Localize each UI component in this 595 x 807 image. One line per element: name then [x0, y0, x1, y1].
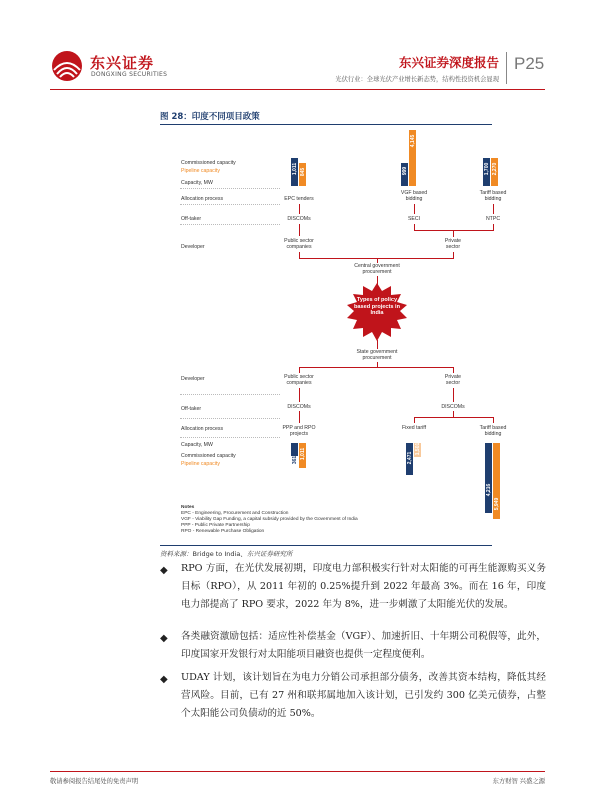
- label-ppp-rpo: PPP and RPO projects: [282, 425, 316, 438]
- bullet-icon: ◆: [160, 633, 168, 644]
- bar-fixed-pipeline: [414, 443, 421, 457]
- brand-name-cn: 东兴证券: [90, 54, 155, 72]
- label-public-bottom: Public sector companies: [284, 374, 314, 387]
- connector: [453, 388, 454, 402]
- label-private-top: Private sector: [444, 238, 462, 251]
- page-number: P25: [514, 54, 545, 73]
- connector: [377, 340, 378, 349]
- connector: [453, 230, 454, 237]
- connector: [414, 204, 415, 214]
- label-discoms-top: DISCOMs: [287, 216, 311, 222]
- label-discoms-b2: DISCOMs: [441, 404, 465, 410]
- report-subtitle: 光伏行业：全球光伏产业增长新态势，结构性投资机会显现: [335, 76, 499, 83]
- bar-value: 1,700: [483, 162, 490, 176]
- label-discoms-b1: DISCOMs: [287, 404, 311, 410]
- source-main: Bridge to India、: [192, 550, 247, 558]
- bar-value: 1,501: [414, 442, 421, 456]
- figure-bottom-rule: [160, 545, 492, 546]
- label-tariff-bidding: Tariff based bidding: [479, 190, 507, 203]
- brand-name-en: DONGXING SECURITIES: [91, 71, 168, 78]
- figure-source: [160, 549, 292, 558]
- source-prefix: 资料来源：: [160, 550, 193, 558]
- label-ntpc: NTPC: [485, 216, 501, 222]
- row-label-capacity-bottom: Capacity, MW: [181, 442, 213, 448]
- connector: [493, 204, 494, 214]
- connector: [299, 367, 454, 368]
- label-public-top: Public sector companies: [284, 238, 314, 251]
- bar-value: 1,011: [291, 162, 298, 176]
- bar-vgf-commissioned: [401, 163, 408, 186]
- bar-value: 999: [401, 166, 408, 176]
- bullet-icon: ◆: [160, 674, 168, 685]
- bar-tariff-b-pipeline: [493, 443, 500, 519]
- company-logo-icon: [50, 50, 84, 82]
- row-divider: [180, 188, 280, 189]
- row-divider: [180, 418, 280, 419]
- bullet-icon: ◆: [160, 565, 168, 576]
- row-divider: [180, 224, 280, 225]
- footer-rule: [50, 771, 545, 772]
- connector: [299, 367, 300, 373]
- bar-ppp-pipeline: [299, 443, 306, 468]
- label-vgf-bidding: VGF based bidding: [400, 190, 428, 203]
- connector: [299, 204, 300, 214]
- row-divider: [180, 204, 280, 205]
- label-fixed-tariff: Fixed tariff: [401, 425, 427, 431]
- bar-ppp-commissioned: [291, 443, 298, 465]
- row-label-offtaker-bottom: Off-taker: [181, 406, 202, 412]
- connector: [453, 367, 454, 373]
- bar-value: 4,145: [409, 134, 416, 148]
- label-state-gov: State government procurement: [356, 349, 398, 362]
- row-label-offtaker: Off-taker: [181, 216, 202, 222]
- paragraph-rpo: RPO 方面，在光伏发展初期，印度电力部积极实行针对太阳能的可再生能源购买义务目标（RPO），从 2011 年初的 0.25%提升到 2022 年最高 3%。而在 16 年，印度电力部提高了 RPO 要求，2022 年为 8%，进一步刺激了太阳能光伏的发展。: [181, 563, 546, 610]
- row-divider: [180, 394, 280, 395]
- bar-value: 2,471: [406, 451, 413, 465]
- connector: [493, 417, 494, 423]
- label-seci: SECI: [407, 216, 421, 222]
- row-divider: [180, 437, 280, 438]
- note-item: RPO - Renewable Purchase Obligation: [181, 529, 265, 534]
- bar-value: 2,270: [491, 162, 498, 176]
- legend-commissioned-bottom: Commissioned capacity: [181, 453, 236, 459]
- bar-fixed-commissioned: [406, 443, 413, 475]
- label-central-gov: Central government procurement: [354, 263, 400, 276]
- connector: [299, 411, 300, 423]
- note-item: VGF - Viability Gap Funding, a capital subsidy provided by the Government of India: [181, 517, 358, 522]
- bar-value: 5,949: [493, 497, 500, 511]
- connector: [414, 230, 494, 231]
- note-item: EPC - Engineering, Procurement and Construction: [181, 511, 289, 516]
- row-label-developer-bottom: Developer: [181, 376, 205, 382]
- bar-value: 361: [291, 455, 298, 465]
- label-private-bottom: Private sector: [444, 374, 462, 387]
- label-epc-tenders: EPC tenders: [284, 196, 314, 202]
- row-label-capacity: Capacity, MW: [181, 180, 213, 186]
- paragraph-financing: 各类融资激励包括：适应性补偿基金（VGF）、加速折旧、十年期公司税假等，此外，印度国家开发银行对太阳能项目融资也提供一定程度便利。: [181, 631, 546, 660]
- figure-title: 图 28：印度不同项目政策: [160, 112, 260, 122]
- bar-epc-pipeline: [299, 163, 306, 186]
- legend-pipeline-bottom: Pipeline capacity: [181, 461, 220, 467]
- bar-tariff-b-commissioned: [485, 443, 492, 513]
- bar-value: 845: [299, 167, 306, 177]
- legend-commissioned: Commissioned capacity: [181, 160, 236, 166]
- figure-top-rule: [160, 124, 492, 125]
- row-label-allocation: Allocation process: [181, 196, 224, 202]
- header-rule: [50, 89, 545, 90]
- bar-tariff-commissioned: [483, 158, 490, 186]
- footer-slogan: 东方财智 兴盛之源: [492, 778, 545, 785]
- notes-title: Notes: [181, 505, 195, 510]
- connector: [299, 224, 300, 236]
- footer-disclaimer: 敬请参阅报告结尾处的免责声明: [50, 778, 139, 785]
- label-tariff-bottom: Tariff based bidding: [479, 425, 507, 438]
- bar-value: 4,216: [485, 483, 492, 497]
- row-label-developer: Developer: [181, 244, 205, 250]
- row-label-allocation-bottom: Allocation process: [181, 426, 224, 432]
- legend-pipeline: Pipeline capacity: [181, 168, 220, 174]
- report-type: 东兴证券深度报告: [398, 55, 499, 70]
- center-label: Types of policy based projects in India: [354, 297, 401, 317]
- note-item: PPP - Public Private Partnership: [181, 523, 250, 528]
- connector: [299, 388, 300, 402]
- paragraph-uday: UDAY 计划，该计划旨在为电力分销公司承担部分债务，改善其资本结构，降低其经营风险。目前，已有 27 州和联邦属地加入该计划，已引发约 300 亿美元债券，占整个太阳能公司负债动的近 50%。: [181, 672, 546, 719]
- connector: [414, 417, 494, 418]
- bar-value: 1,011: [299, 447, 306, 461]
- bar-epc-commissioned: [291, 158, 298, 186]
- figure-notes: [181, 505, 358, 535]
- connector: [414, 417, 415, 423]
- source-suffix: 东兴证券研究所: [246, 550, 293, 558]
- bar-tariff-pipeline: [491, 158, 498, 186]
- header-divider: [506, 52, 507, 84]
- bar-vgf-pipeline: [409, 130, 416, 186]
